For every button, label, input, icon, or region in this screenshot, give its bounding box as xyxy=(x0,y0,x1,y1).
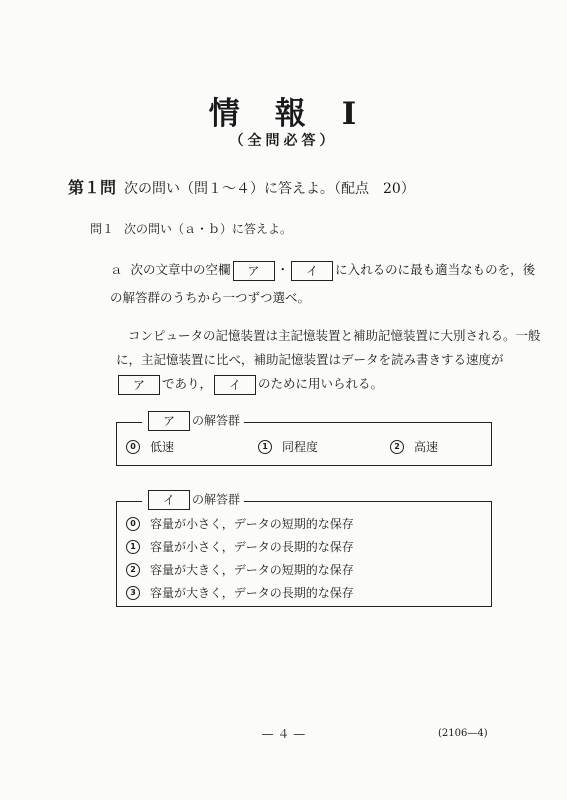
question-number: 第１問 xyxy=(68,178,117,197)
subquestion-text: 次の問い（ａ・ｂ）に答えよ。 xyxy=(124,222,293,236)
option-i-2[interactable] xyxy=(126,561,354,578)
blank-i-box: イ xyxy=(291,261,333,281)
option-text: 同程度 xyxy=(282,440,319,454)
passage-blank-a: ア xyxy=(118,375,160,395)
option-a-1[interactable] xyxy=(258,438,318,455)
option-number-icon: 1 xyxy=(126,540,140,554)
title-number: Ⅰ xyxy=(341,96,359,132)
option-number-icon: 2 xyxy=(126,563,140,577)
answer-group-a-box: ア xyxy=(148,411,190,431)
option-text: 容量が小さく，データの短期的な保存 xyxy=(150,517,354,531)
option-number-icon: 2 xyxy=(390,440,404,454)
passage xyxy=(116,324,541,396)
answer-group-i-title: の解答群 xyxy=(192,492,241,507)
subquestion-label: 問１ xyxy=(90,222,115,236)
option-i-0[interactable] xyxy=(126,515,354,532)
answer-group-a-label xyxy=(142,411,244,431)
option-text: 高速 xyxy=(414,440,439,454)
passage-mid-text: であり， xyxy=(162,376,213,391)
intro-text-2: に入れるのに最も適当なものを，後 xyxy=(335,262,536,277)
exam-code: (2106—4) xyxy=(438,728,488,739)
intro-text-line2: の解答群のうちから一つずつ選べ。 xyxy=(110,290,311,305)
option-text: 低速 xyxy=(150,440,175,454)
part-a-marker: ａ xyxy=(110,262,123,277)
option-number-icon: 0 xyxy=(126,440,140,454)
option-i-3[interactable] xyxy=(126,584,354,601)
answer-group-i-box: イ xyxy=(148,490,190,510)
passage-end-text: のために用いられる。 xyxy=(258,376,384,391)
option-number-icon: 1 xyxy=(258,440,272,454)
page-title xyxy=(0,88,567,133)
question-header xyxy=(68,175,415,198)
option-text: 容量が大きく，データの長期的な保存 xyxy=(150,586,354,600)
passage-line-3 xyxy=(116,372,541,396)
title-main: 情 報 xyxy=(208,96,308,132)
page-subtitle: （全問必答） xyxy=(229,133,338,149)
blank-a-box: ア xyxy=(233,261,275,281)
intro-text-1: 次の文章中の空欄 xyxy=(130,262,231,277)
option-a-2[interactable] xyxy=(390,438,438,455)
option-text: 容量が大きく，データの短期的な保存 xyxy=(150,563,354,577)
question-text: 次の問い（問１～４）に答えよ。（配点 20） xyxy=(124,181,415,197)
option-number-icon: 3 xyxy=(126,586,140,600)
option-number-icon: 0 xyxy=(126,517,140,531)
passage-blank-i: イ xyxy=(214,375,256,395)
option-a-0[interactable] xyxy=(126,438,174,455)
separator: ・ xyxy=(276,262,290,277)
option-i-1[interactable] xyxy=(126,538,354,555)
answer-group-i-label xyxy=(142,490,244,510)
passage-line-1: コンピュータの記憶装置は主記憶装置と補助記憶装置に大別される。一般 xyxy=(128,328,541,343)
page-number: — ４ — xyxy=(261,727,306,741)
subquestion-1 xyxy=(90,220,292,237)
part-a-intro xyxy=(110,258,535,310)
passage-line-2: に，主記憶装置に比べ，補助記憶装置はデータを読み書きする速度が xyxy=(116,352,504,367)
answer-group-a-title: の解答群 xyxy=(192,413,241,428)
option-text: 容量が小さく，データの長期的な保存 xyxy=(150,540,354,554)
